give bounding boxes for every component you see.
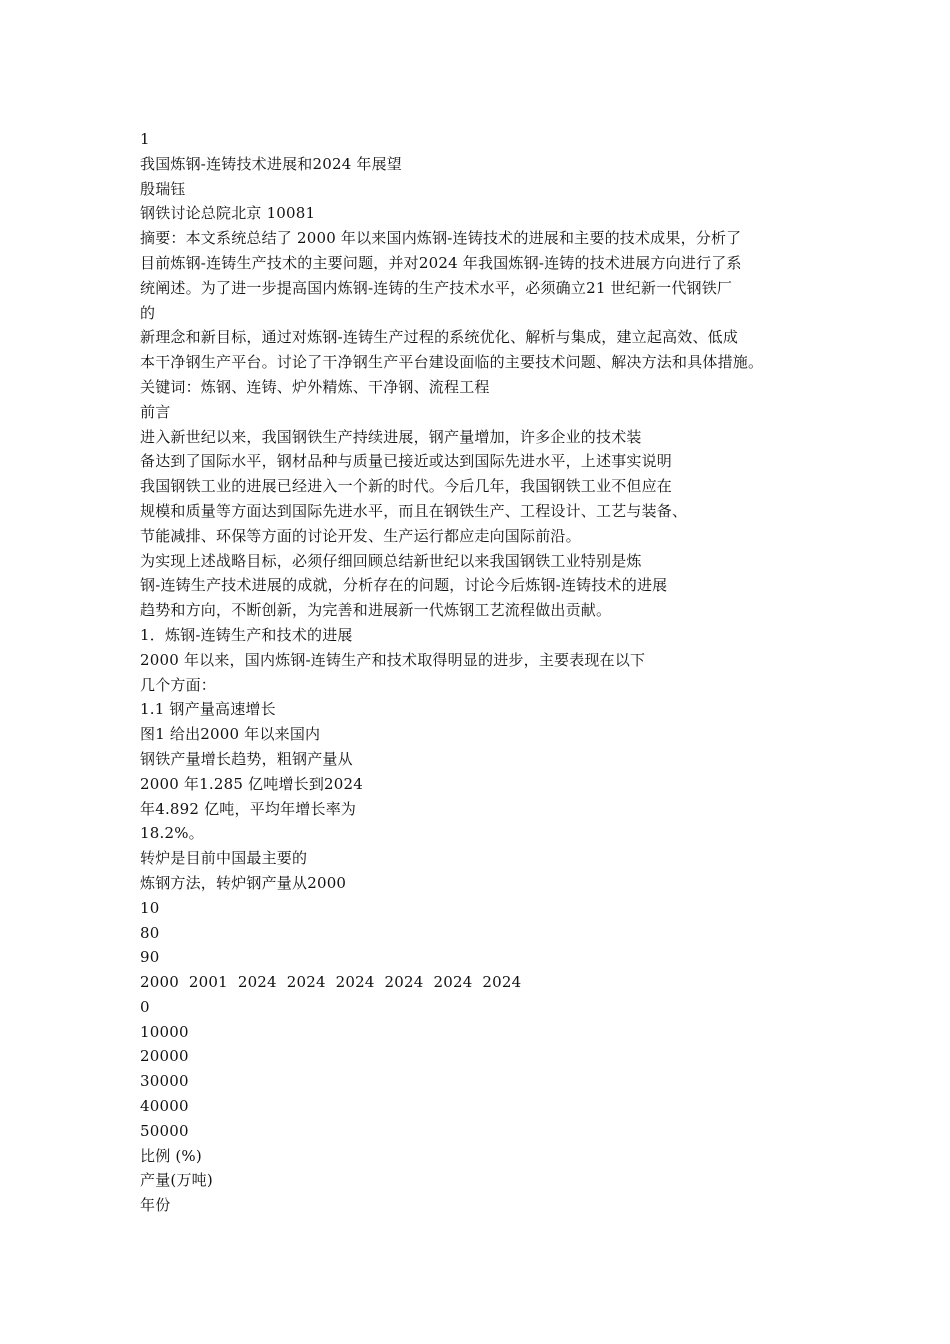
figure-text: 年份 — [140, 1196, 171, 1215]
body-line: 年4.892 亿吨，平均年增长率为 — [140, 799, 357, 818]
body-line: 备达到了国际水平，钢材品种与质量已接近或达到国际先进水平，上述事实说明 — [140, 452, 673, 471]
body-line: 规模和质量等方面达到国际先进水平，而且在钢铁生产、工程设计、工艺与装备、 — [140, 501, 688, 520]
body-line: 为实现上述战略目标，必须仔细回顾总结新世纪以来我国钢铁工业特别是炼 — [140, 551, 642, 570]
body-line: 转炉是目前中国最主要的 — [140, 849, 308, 868]
body-line: 炼钢方法，转炉钢产量从2000 — [140, 873, 347, 892]
body-line: 钢铁产量增长趋势，粗钢产量从 — [140, 749, 353, 768]
figure-text: 30000 — [140, 1072, 189, 1091]
figure-text: 2000 2001 2024 2024 2024 2024 2024 2024 — [140, 973, 522, 992]
abstract-line: 的 — [140, 303, 156, 322]
figure-text: 10000 — [140, 1022, 189, 1041]
figure-text: 产量(万吨) — [140, 1171, 213, 1190]
section-heading: 1．炼钢-连铸生产和技术的进展 — [140, 625, 353, 644]
author: 殷瑞钰 — [140, 179, 186, 198]
figure-text: 比例 (%) — [140, 1146, 202, 1165]
figure-text: 40000 — [140, 1097, 189, 1116]
subsection-heading: 1.1 钢产量高速增长 — [140, 700, 276, 719]
abstract-line: 统阐述。为了进一步提高国内炼钢-连铸的生产技术水平，必须确立21 世纪新一代钢铁厂 — [140, 278, 733, 297]
body-line: 我国钢铁工业的进展已经进入一个新的时代。今后几年，我国钢铁工业不但应在 — [140, 477, 673, 496]
body-line: 2000 年1.285 亿吨增长到2024 — [140, 774, 364, 793]
abstract-line: 新理念和新目标，通过对炼钢-连铸生产过程的系统优化、解析与集成，建立起高效、低成 — [140, 328, 739, 347]
figure-text: 80 — [140, 923, 160, 942]
figure-text: 90 — [140, 948, 160, 967]
document-body — [140, 127, 830, 1218]
figure-text: 0 — [140, 997, 150, 1016]
body-line: 几个方面： — [140, 675, 217, 694]
body-line: 进入新世纪以来，我国钢铁生产持续进展，钢产量增加，许多企业的技术装 — [140, 427, 642, 446]
abstract-line: 本干净钢生产平台。讨论了干净钢生产平台建设面临的主要技术问题、解决方法和具体措施。 — [140, 353, 764, 372]
body-line: 18.2%。 — [140, 824, 204, 843]
document-title: 我国炼钢-连铸技术进展和2024 年展望 — [140, 154, 403, 173]
section-heading: 前言 — [140, 402, 171, 421]
affiliation: 钢铁讨论总院北京 10081 — [140, 204, 316, 223]
figure-text: 20000 — [140, 1047, 189, 1066]
figure-text: 10 — [140, 898, 160, 917]
body-line: 钢-连铸生产技术进展的成就，分析存在的问题，讨论今后炼钢-连铸技术的进展 — [140, 576, 668, 595]
keywords: 关键词：炼钢、连铸、炉外精炼、干净钢、流程工程 — [140, 377, 490, 396]
abstract-line: 目前炼钢-连铸生产技术的主要问题，并对2024 年我国炼钢-连铸的技术进展方向进行了系 — [140, 253, 742, 272]
abstract-line: 摘要：本文系统总结了 2000 年以来国内炼钢-连铸技术的进展和主要的技术成果，分析了 — [140, 229, 742, 248]
body-line: 图1 给出2000 年以来国内 — [140, 725, 321, 744]
page-number: 1 — [140, 130, 150, 148]
body-line: 节能减排、环保等方面的讨论开发、生产运行都应走向国际前沿。 — [140, 526, 581, 545]
figure-text: 50000 — [140, 1121, 189, 1140]
body-line: 2000 年以来，国内炼钢-连铸生产和技术取得明显的进步，主要表现在以下 — [140, 650, 646, 669]
body-line: 趋势和方向，不断创新，为完善和进展新一代炼钢工艺流程做出贡献。 — [140, 601, 612, 620]
